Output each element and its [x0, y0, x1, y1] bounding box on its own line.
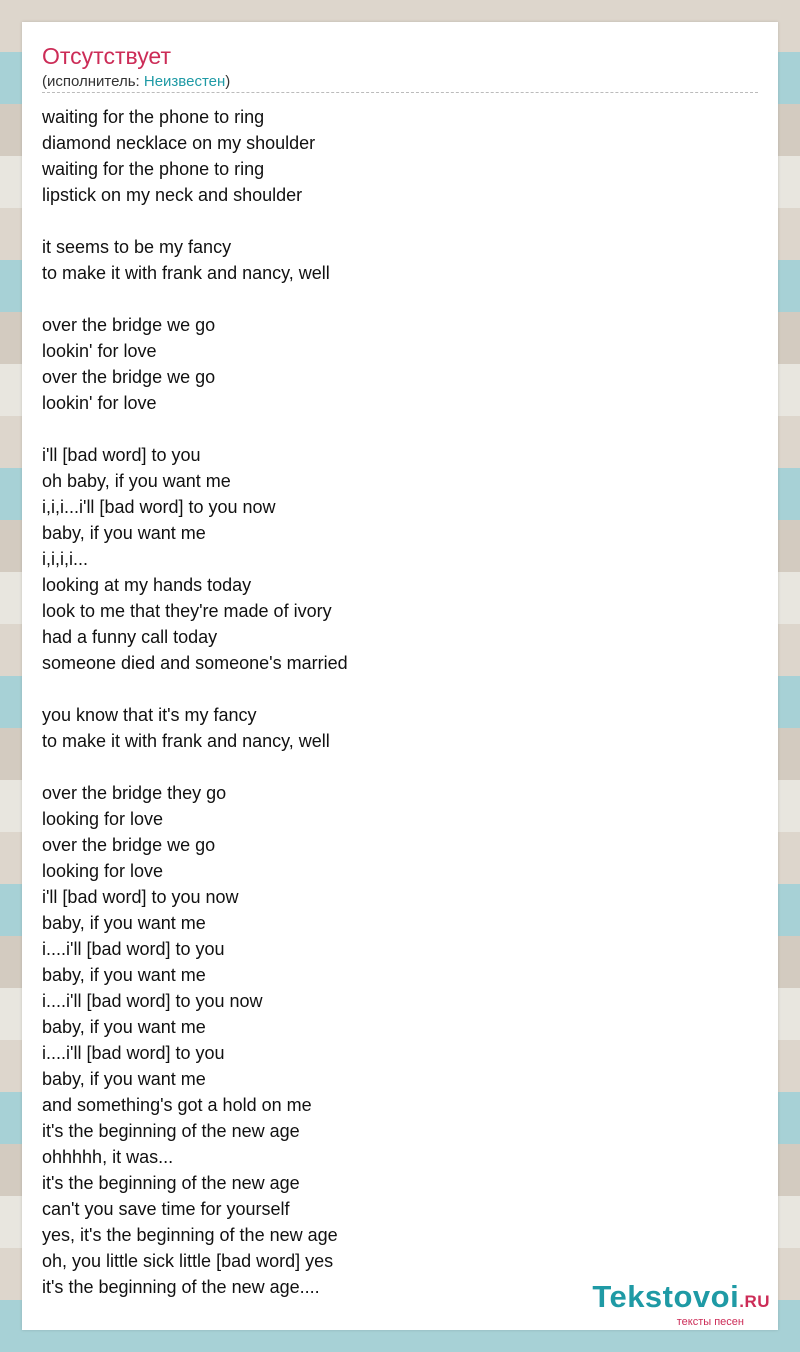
song-title: Отсутствует — [42, 43, 171, 69]
lyric-line: it's the beginning of the new age — [42, 1121, 300, 1141]
lyric-line: baby, if you want me — [42, 523, 206, 543]
lyric-line — [42, 208, 348, 234]
lyric-line: baby, if you want me — [42, 913, 206, 933]
lyric-line: waiting for the phone to ring — [42, 159, 265, 179]
logo-tagline: тексты песен — [676, 1316, 744, 1328]
lyric-line — [42, 754, 348, 780]
lyric-line: over the bridge they go — [42, 783, 227, 803]
lyric-line: lipstick on my neck and shoulder — [42, 185, 303, 205]
artist-link[interactable]: Неизвестен — [143, 73, 226, 90]
lyric-line: and something's got a hold on me — [42, 1095, 312, 1115]
logo-wordmark — [592, 1280, 770, 1319]
lyric-line: over the bridge we go — [42, 315, 216, 335]
logo-tld: .RU — [739, 1292, 770, 1311]
lyric-line: baby, if you want me — [42, 965, 206, 985]
lyric-line: ohhhhh, it was... — [42, 1147, 174, 1167]
lyric-line: oh baby, if you want me — [42, 471, 231, 491]
lyric-line: you know that it's my fancy — [42, 705, 257, 725]
lyrics-body — [42, 104, 348, 1300]
lyrics-card — [22, 22, 778, 1330]
lyric-line: looking at my hands today — [42, 575, 252, 595]
lyric-line: it seems to be my fancy — [42, 237, 232, 257]
lyric-line — [42, 286, 348, 312]
lyric-line: lookin' for love — [42, 341, 157, 361]
lyric-line: i,i,i,i... — [42, 549, 89, 569]
lyric-line: i....i'll [bad word] to you — [42, 939, 225, 959]
lyric-line: baby, if you want me — [42, 1069, 206, 1089]
lyric-line: lookin' for love — [42, 393, 157, 413]
lyric-line: can't you save time for yourself — [42, 1199, 290, 1219]
artist-suffix: ) — [225, 73, 231, 90]
lyric-line: look to me that they're made of ivory — [42, 601, 332, 621]
lyric-line: it's the beginning of the new age — [42, 1173, 300, 1193]
lyric-line: someone died and someone's married — [42, 653, 348, 673]
lyric-line: had a funny call today — [42, 627, 218, 647]
lyric-line: it's the beginning of the new age.... — [42, 1277, 320, 1297]
lyric-line: to make it with frank and nancy, well — [42, 731, 330, 751]
lyric-line: to make it with frank and nancy, well — [42, 263, 330, 283]
artist-prefix: (исполнитель: — [42, 73, 144, 90]
lyric-line: oh, you little sick little [bad word] yes — [42, 1251, 334, 1271]
lyric-line — [42, 416, 348, 442]
lyric-line — [42, 676, 348, 702]
lyric-line: over the bridge we go — [42, 835, 216, 855]
lyric-line: i'll [bad word] to you — [42, 445, 201, 465]
dashed-divider — [42, 92, 758, 93]
lyric-line: diamond necklace on my shoulder — [42, 133, 316, 153]
artist-line — [42, 72, 230, 92]
lyric-line: i,i,i...i'll [bad word] to you now — [42, 497, 276, 517]
lyric-line: i....i'll [bad word] to you — [42, 1043, 225, 1063]
site-logo[interactable] — [592, 1280, 770, 1328]
lyric-line: baby, if you want me — [42, 1017, 206, 1037]
lyric-line: over the bridge we go — [42, 367, 216, 387]
lyric-line: i....i'll [bad word] to you now — [42, 991, 263, 1011]
lyric-line: yes, it's the beginning of the new age — [42, 1225, 338, 1245]
lyric-line: looking for love — [42, 809, 164, 829]
lyric-line: waiting for the phone to ring — [42, 107, 265, 127]
lyric-line: i'll [bad word] to you now — [42, 887, 239, 907]
lyric-line: looking for love — [42, 861, 164, 881]
logo-name: Tekstovoi — [592, 1279, 740, 1314]
